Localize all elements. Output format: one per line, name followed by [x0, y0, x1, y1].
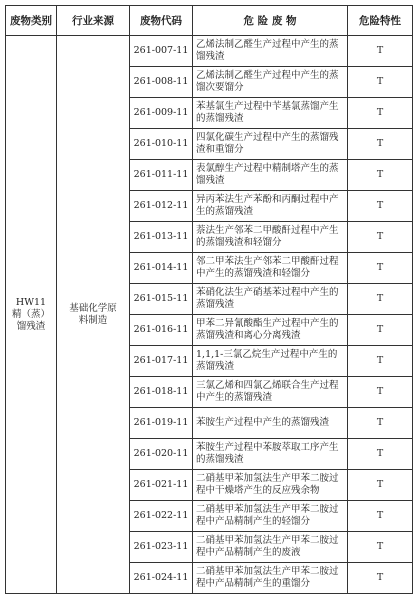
hazardous-waste-description-cell: 苯胺生产过程中产生的蒸馏残渣: [193, 408, 348, 439]
hazard-characteristic-cell: T: [348, 501, 413, 532]
header-source: 行业来源: [57, 6, 130, 36]
waste-code-cell: 261-016-11: [130, 315, 193, 346]
waste-code-cell: 261-020-11: [130, 439, 193, 470]
waste-category-text: 馏残渣: [16, 320, 46, 332]
waste-category-text: 精（蒸）: [11, 308, 50, 320]
waste-category-cell: [6, 36, 57, 594]
waste-code-cell: 261-022-11: [130, 501, 193, 532]
hazardous-waste-description-cell: 苯硝化法生产硝基苯过程中产生的蒸馏残渣: [193, 284, 348, 315]
hazardous-waste-description-cell: 二硝基甲苯加氢法生产甲苯二胺过程中产品精制产生的轻馏分: [193, 501, 348, 532]
industry-source-cell: [57, 36, 130, 594]
waste-code-cell: 261-010-11: [130, 129, 193, 160]
header-code: 废物代码: [130, 6, 193, 36]
hazardous-waste-description-cell: 乙烯法制乙醛生产过程中产生的蒸馏次要馏分: [193, 67, 348, 98]
hazard-characteristic-cell: T: [348, 532, 413, 563]
table-row: [6, 36, 413, 67]
waste-code-cell: 261-017-11: [130, 346, 193, 377]
table-body: [6, 36, 413, 594]
hazardous-waste-description-cell: 二硝基甲苯加氢法生产甲苯二胺过程中干燥塔产生的反应残余物: [193, 470, 348, 501]
hazardous-waste-description-cell: 1,1,1-三氯乙烷生产过程中产生的蒸馏残渣: [193, 346, 348, 377]
waste-code-cell: 261-007-11: [130, 36, 193, 67]
waste-code-cell: 261-018-11: [130, 377, 193, 408]
table-header-row: [6, 6, 413, 36]
hazard-characteristic-cell: T: [348, 563, 413, 594]
waste-code-cell: 261-024-11: [130, 563, 193, 594]
hazardous-waste-description-cell: 萘法生产邻苯二甲酸酐过程中产生的蒸馏残渣和轻馏分: [193, 222, 348, 253]
hazardous-waste-description-cell: 三氯乙烯和四氯乙烯联合生产过程中产生的蒸馏残渣: [193, 377, 348, 408]
hazardous-waste-description-cell: 邻二甲苯法生产邻苯二甲酸酐过程中产生的蒸馏残渣和轻馏分: [193, 253, 348, 284]
hazardous-waste-description-cell: 异丙苯法生产苯酚和丙酮过程中产生的蒸馏残渣: [193, 191, 348, 222]
hazard-characteristic-cell: T: [348, 315, 413, 346]
hazard-characteristic-cell: T: [348, 439, 413, 470]
header-characteristic: 危险特性: [348, 6, 413, 36]
hazardous-waste-table: [5, 5, 413, 594]
hazard-characteristic-cell: T: [348, 408, 413, 439]
waste-code-cell: 261-019-11: [130, 408, 193, 439]
hazard-characteristic-cell: T: [348, 36, 413, 67]
hazard-characteristic-cell: T: [348, 346, 413, 377]
hazard-characteristic-cell: T: [348, 191, 413, 222]
waste-code-cell: 261-014-11: [130, 253, 193, 284]
hazard-characteristic-cell: T: [348, 129, 413, 160]
hazardous-waste-description-cell: 苯基氯生产过程中苄基氯蒸馏产生的蒸馏残渣: [193, 98, 348, 129]
hazardous-waste-description-cell: 二硝基甲苯加氢法生产甲苯二胺过程中产品精制产生的重馏分: [193, 563, 348, 594]
hazard-characteristic-cell: T: [348, 284, 413, 315]
waste-code-cell: 261-013-11: [130, 222, 193, 253]
waste-code-cell: 261-008-11: [130, 67, 193, 98]
waste-category-text: HW11: [15, 296, 47, 308]
hazard-characteristic-cell: T: [348, 67, 413, 98]
hazardous-waste-description-cell: 苯胺生产过程中苯胺萃取工序产生的蒸馏残渣: [193, 439, 348, 470]
header-hazard: 危 险 废 物: [193, 6, 348, 36]
hazardous-waste-description-cell: 甲苯二异氰酸酯生产过程中产生的蒸馏残渣和离心分离残渣: [193, 315, 348, 346]
industry-source-text: 料制造: [78, 314, 108, 326]
waste-code-cell: 261-015-11: [130, 284, 193, 315]
waste-code-cell: 261-023-11: [130, 532, 193, 563]
industry-source-text: 基础化学原: [69, 302, 117, 314]
hazard-characteristic-cell: T: [348, 98, 413, 129]
hazardous-waste-description-cell: 表氯醇生产过程中精制塔产生的蒸馏残渣: [193, 160, 348, 191]
hazardous-waste-description-cell: 二硝基甲苯加氢法生产甲苯二胺过程中产品精制产生的废液: [193, 532, 348, 563]
hazardous-waste-description-cell: 四氯化碳生产过程中产生的蒸馏残渣和重馏分: [193, 129, 348, 160]
waste-code-cell: 261-021-11: [130, 470, 193, 501]
hazard-characteristic-cell: T: [348, 222, 413, 253]
waste-code-cell: 261-009-11: [130, 98, 193, 129]
header-category: 废物类别: [6, 6, 57, 36]
hazard-characteristic-cell: T: [348, 160, 413, 191]
hazardous-waste-description-cell: 乙烯法制乙醛生产过程中产生的蒸馏残渣: [193, 36, 348, 67]
waste-code-cell: 261-011-11: [130, 160, 193, 191]
waste-code-cell: 261-012-11: [130, 191, 193, 222]
hazard-characteristic-cell: T: [348, 470, 413, 501]
hazard-characteristic-cell: T: [348, 253, 413, 284]
hazard-characteristic-cell: T: [348, 377, 413, 408]
